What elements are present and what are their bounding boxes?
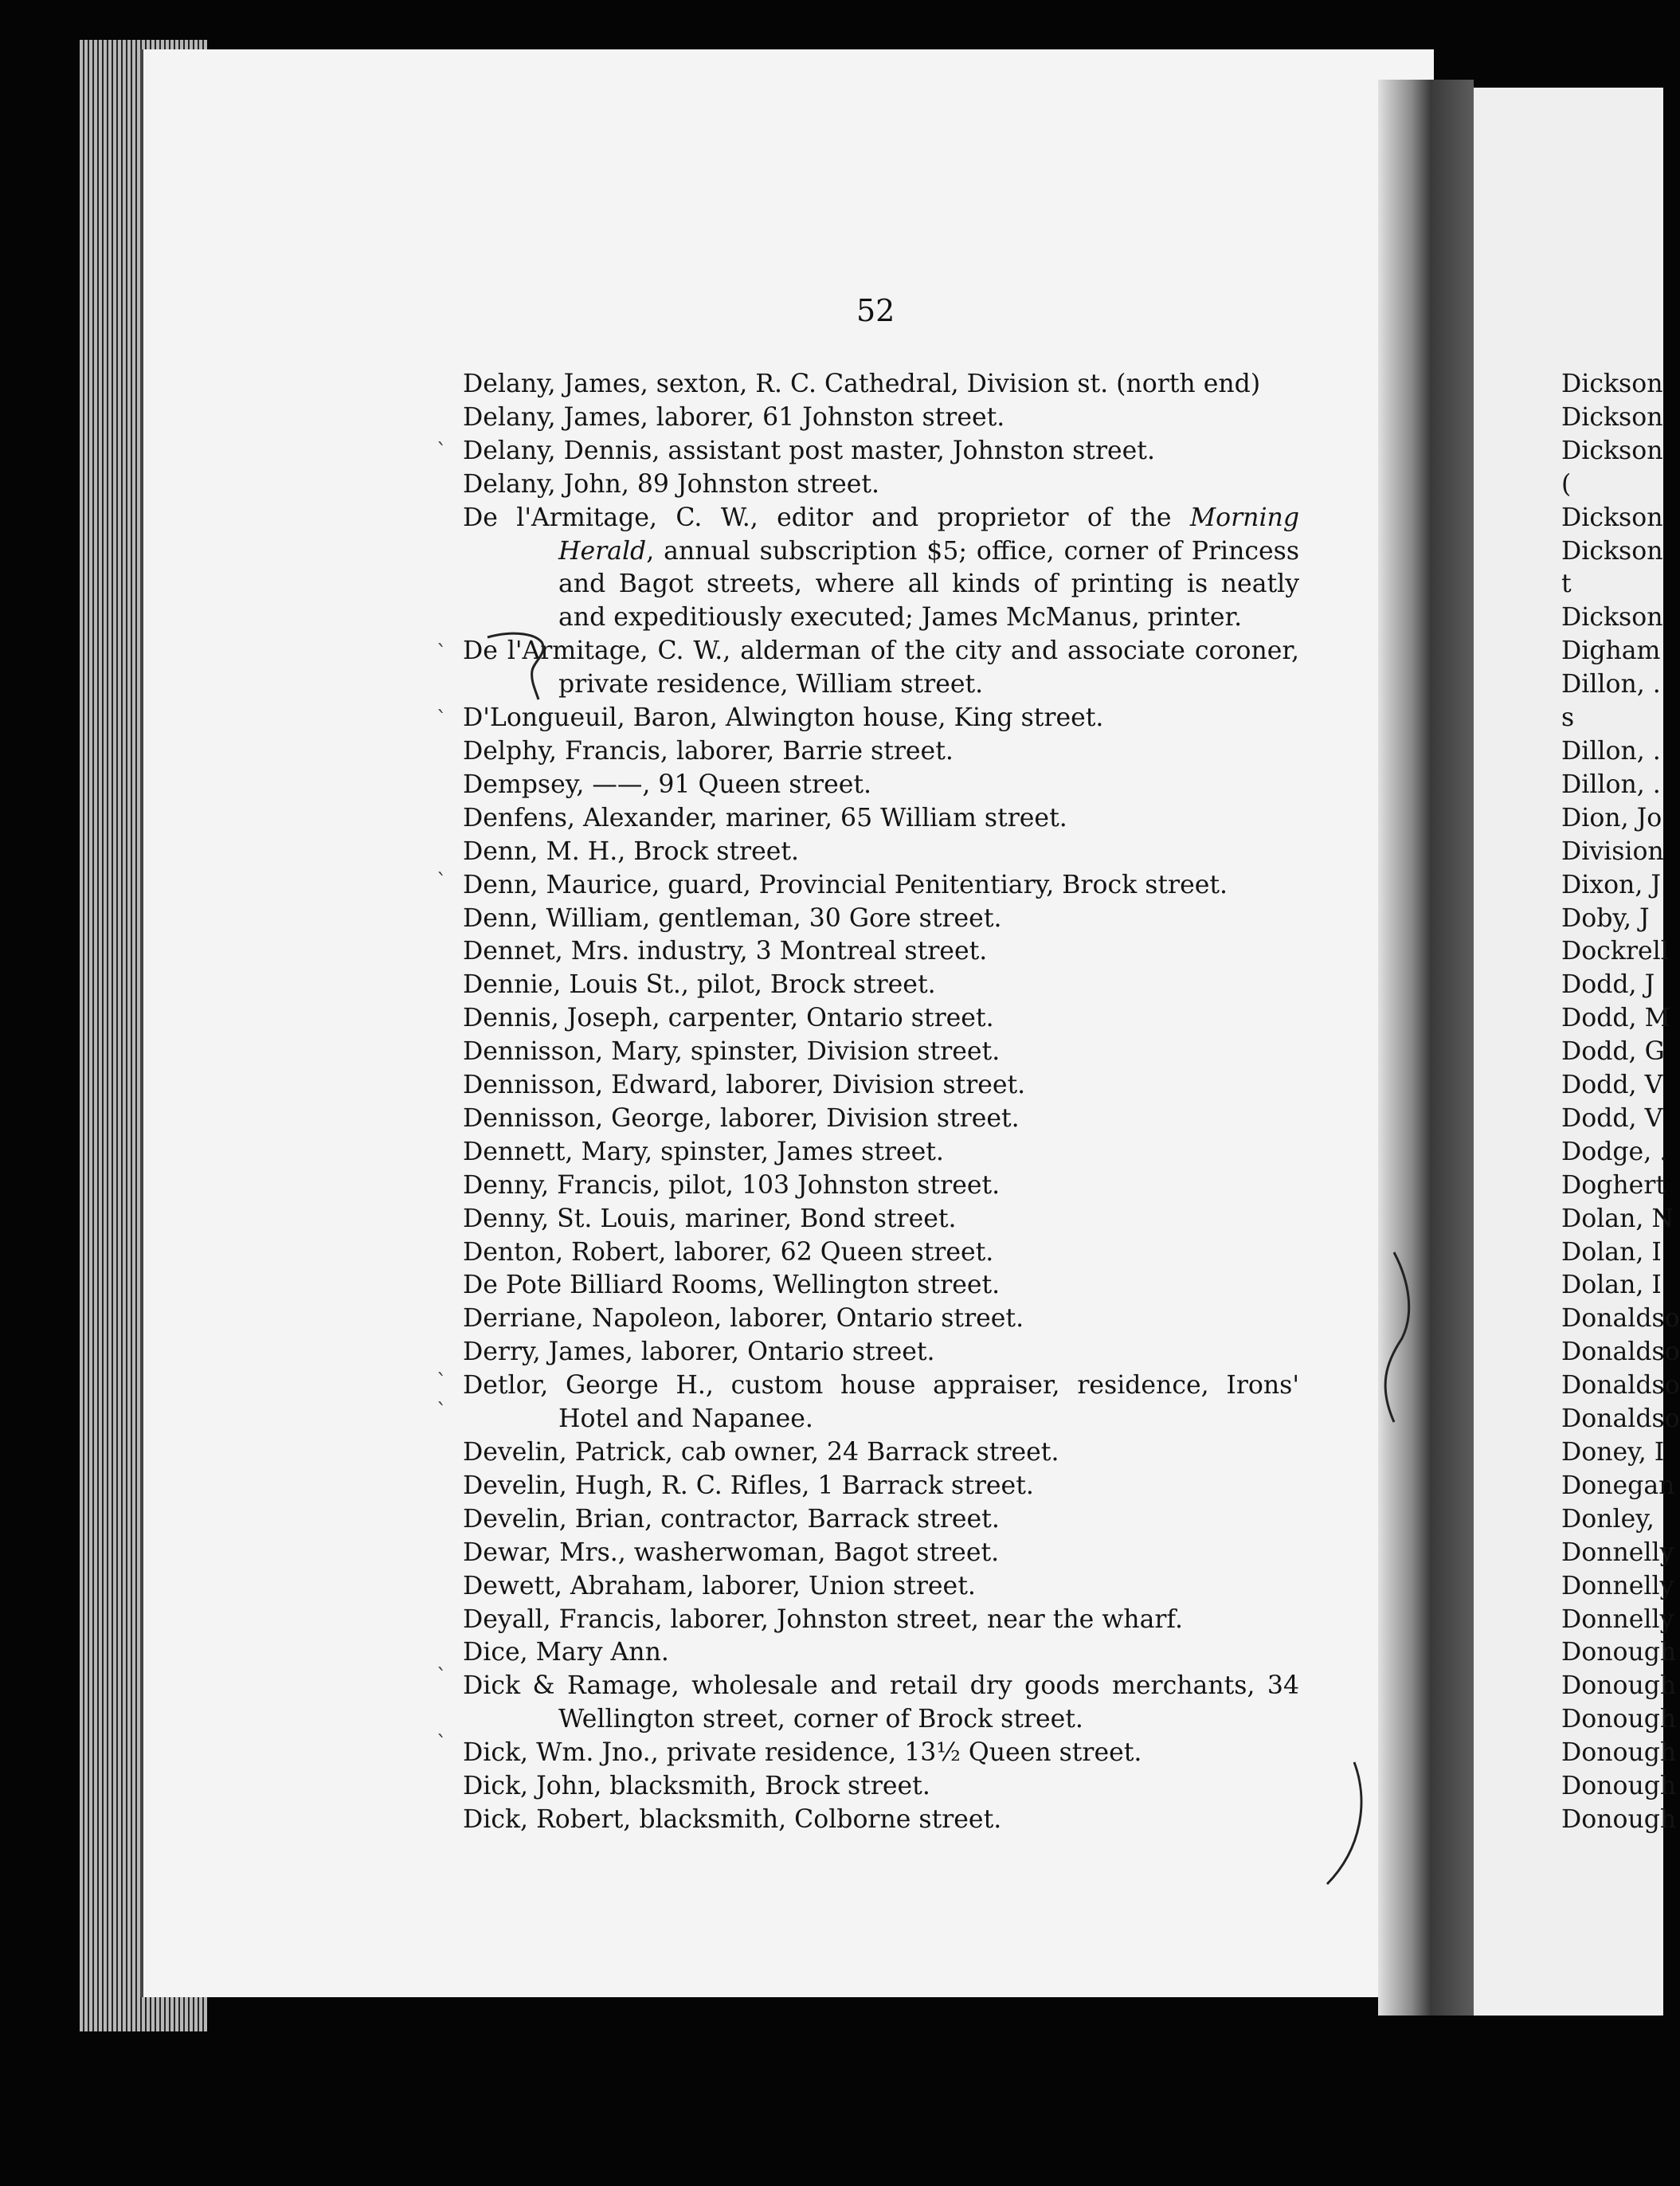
directory-entry: Delphy, Francis, laborer, Barrie street.: [463, 736, 954, 766]
directory-entry: Detlor, George H., custom house appraiser, residence, Irons' Hotel and Napanee.: [463, 1371, 1299, 1434]
next-page-entries: [1561, 368, 1680, 1837]
directory-entry: Dennis, Joseph, carpenter, Ontario street.: [463, 1004, 994, 1033]
directory-entry: Develin, Patrick, cab owner, 24 Barrack street.: [463, 1438, 1059, 1467]
next-page-fragment: Dillon, .: [1561, 670, 1661, 699]
margin-tick-mark: `: [437, 1370, 447, 1394]
directory-entry: Dewett, Abraham, laborer, Union street.: [463, 1571, 976, 1600]
directory-entry: Dice, Mary Ann.: [463, 1638, 669, 1667]
next-page-fragment: Digham: [1561, 637, 1661, 666]
next-page-fragment: (: [1561, 469, 1572, 499]
directory-entry: Dennett, Mary, spinster, James street.: [463, 1137, 944, 1166]
next-page-fragment: Donegan: [1561, 1471, 1675, 1500]
next-page-fragment: Donough: [1561, 1671, 1677, 1701]
directory-entry: De Pote Billiard Rooms, Wellington street.: [463, 1271, 1001, 1300]
directory-entry: Dennie, Louis St., pilot, Brock street.: [463, 970, 936, 1000]
directory-entry: Delany, John, 89 Johnston street.: [463, 469, 880, 499]
next-page-fragment: Dickson: [1561, 370, 1663, 398]
next-page-fragment: Dodd, V: [1561, 1071, 1663, 1100]
directory-entry: Delany, James, laborer, 61 Johnston street.: [463, 402, 1005, 432]
next-page-fragment: Division: [1561, 836, 1664, 866]
directory-entry: Derriane, Napoleon, laborer, Ontario street.: [463, 1304, 1024, 1334]
directory-entry: Denfens, Alexander, mariner, 65 William street.: [463, 803, 1067, 832]
next-page-fragment: Dion, Jo: [1561, 803, 1662, 832]
directory-entry: Derry, James, laborer, Ontario street.: [463, 1338, 935, 1367]
directory-entry: Dennet, Mrs. industry, 3 Montreal street.: [463, 937, 988, 966]
page-number: 52: [856, 293, 895, 328]
directory-entry: Denn, William, gentleman, 30 Gore street.: [463, 903, 1002, 933]
next-page-fragment: Dickson: [1561, 503, 1663, 532]
next-page-fragment: Donough: [1561, 1705, 1677, 1734]
next-page-fragment: Dodd, M: [1561, 1004, 1670, 1033]
directory-entry: Dewar, Mrs., washerwoman, Bagot street.: [463, 1538, 1000, 1567]
next-page-fragment: Donnelly: [1561, 1571, 1674, 1600]
next-page-fragment: Donaldso: [1561, 1338, 1680, 1367]
directory-entry: Delany, Dennis, assistant post master, Johnston street.: [463, 436, 1155, 465]
next-page-fragment: Dolan, I: [1561, 1271, 1662, 1300]
next-page-fragment: Dodd, J: [1561, 970, 1655, 1000]
pencil-curve-mark: [1322, 1761, 1370, 1888]
directory-entry: Denny, St. Louis, mariner, Bond street.: [463, 1204, 957, 1233]
directory-entry: Develin, Hugh, R. C. Rifles, 1 Barrack street.: [463, 1471, 1034, 1500]
next-page-fragment: Dixon, J: [1561, 870, 1662, 899]
pencil-bracket-mark: [486, 629, 558, 701]
directory-entry: Dennisson, Mary, spinster, Division street.: [463, 1037, 1001, 1067]
directory-entry: Denny, Francis, pilot, 103 Johnston street.: [463, 1170, 1001, 1200]
book-gutter: [1378, 80, 1474, 2016]
next-page-fragment: Doby, J: [1561, 903, 1650, 933]
next-page-fragment: Dickson: [1561, 536, 1663, 566]
directory-entry: Denn, M. H., Brock street.: [463, 836, 800, 866]
next-page-fragment: Dickson: [1561, 402, 1663, 432]
directory-entry: Denn, Maurice, guard, Provincial Penitentiary, Brock street.: [463, 870, 1228, 899]
directory-entry: De l'Armitage, C. W., editor and proprietor of the Morning Herald, annual subscription $5; office, corner of Princess and Bagot streets, where all kinds of printing is neatly and expeditiously executed; James McManus, printer.: [463, 503, 1299, 633]
margin-tick-mark: `: [437, 440, 447, 464]
directory-entry: Dick, Wm. Jno., private residence, 13½ Queen street.: [463, 1738, 1142, 1768]
directory-entry: Delany, James, sexton, R. C. Cathedral, Division st. (north end): [463, 370, 1261, 398]
margin-tick-mark: `: [437, 870, 447, 894]
next-page-fragment: Donough: [1561, 1804, 1677, 1834]
next-page-fragment: Dodd, V: [1561, 1103, 1663, 1133]
next-page-fragment: Donaldso: [1561, 1404, 1680, 1434]
directory-entry: Deyall, Francis, laborer, Johnston street, near the wharf.: [463, 1604, 1183, 1634]
next-page-fragment: s: [1561, 703, 1575, 733]
next-page-fragment: Donaldso: [1561, 1371, 1680, 1401]
next-page-fragment: Donough: [1561, 1638, 1677, 1667]
next-page-fragment: Dillon, .: [1561, 736, 1661, 766]
next-page-fragment: Dodge, .: [1561, 1137, 1668, 1166]
next-page-fragment: Dickson: [1561, 603, 1663, 633]
pencil-curve-mark: [1370, 1251, 1418, 1434]
directory-entry: Dempsey, ——, 91 Queen street.: [463, 770, 872, 799]
next-page-fragment: Dolan, I: [1561, 1237, 1662, 1267]
next-page-fragment: Dickson: [1561, 436, 1663, 465]
next-page-fragment: Dillon, .: [1561, 770, 1661, 799]
margin-tick-mark: `: [437, 641, 447, 665]
directory-entry: Develin, Brian, contractor, Barrack street.: [463, 1504, 1000, 1534]
next-page-fragment: t: [1561, 570, 1572, 599]
next-page-fragment: Donough: [1561, 1738, 1677, 1768]
directory-entry: Dick, Robert, blacksmith, Colborne street.: [463, 1804, 1002, 1834]
next-page-fragment: Donough: [1561, 1772, 1677, 1801]
directory-entry: Denton, Robert, laborer, 62 Queen street.: [463, 1237, 994, 1267]
next-page-fragment: Donnelly: [1561, 1538, 1674, 1567]
directory-entry: Dick & Ramage, wholesale and retail dry goods merchants, 34 Wellington street, corner of Brock street.: [463, 1671, 1299, 1734]
directory-entry: De l'Armitage, C. W., alderman of the city and associate coroner, private residence, William street.: [463, 637, 1299, 699]
next-page-fragment: Dolan, N: [1561, 1204, 1674, 1233]
directory-entry: Dick, John, blacksmith, Brock street.: [463, 1772, 930, 1801]
next-page-fragment: Donnelly: [1561, 1604, 1674, 1634]
directory-entries: [463, 368, 1299, 1837]
directory-entry: D'Longueuil, Baron, Alwington house, King street.: [463, 703, 1104, 733]
next-page-fragment: Doghert: [1561, 1170, 1666, 1200]
directory-entry: Dennisson, George, laborer, Division street.: [463, 1103, 1020, 1133]
margin-tick-mark: `: [437, 1732, 447, 1756]
next-page-fragment: Donaldso: [1561, 1304, 1680, 1334]
margin-tick-mark: `: [437, 707, 447, 731]
margin-tick-mark: `: [437, 1665, 447, 1689]
next-page-fragment: Dodd, G: [1561, 1037, 1665, 1067]
margin-tick-mark: `: [437, 1400, 447, 1424]
next-page-fragment: Doney, I: [1561, 1438, 1665, 1467]
next-page-fragment: Donley,: [1561, 1504, 1655, 1534]
directory-entry: Dennisson, Edward, laborer, Division street.: [463, 1071, 1026, 1100]
next-page-fragment: Dockrell: [1561, 937, 1669, 966]
newspaper-title: Morning Herald: [558, 503, 1299, 566]
